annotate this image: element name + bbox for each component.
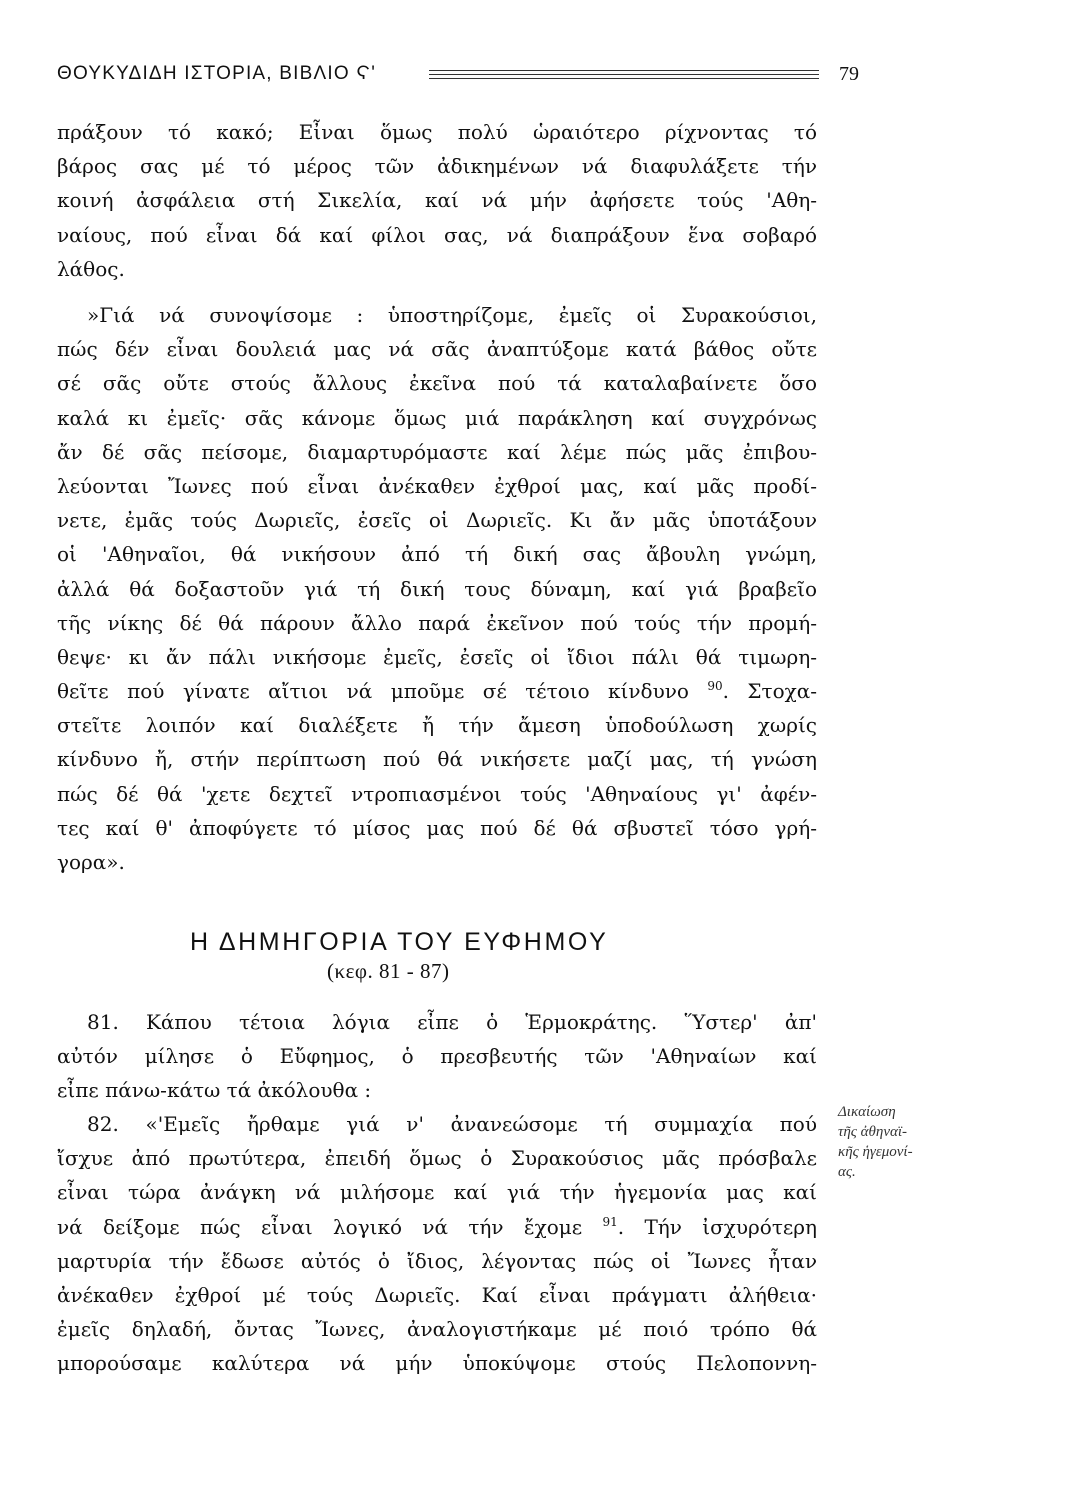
text-line: τες καί θ' ἀποφύγετε τό μίσος μας πού δέ θά σβυστεῖ τόσο γρή- <box>57 815 817 840</box>
text-line: ναίους, πού εἶναι δά καί φίλοι σας, νά διαπράξουν ἕνα σοβαρό <box>57 222 817 247</box>
text-line: νετε, ἐμᾶς τούς Δωριεῖς, ἐσεῖς οἱ Δωριεῖς. Κι ἄν μᾶς ὑποτάξουν <box>57 508 817 533</box>
text-line: εἶπε πάνω-κάτω τά ἀκόλουθα : <box>57 1078 372 1103</box>
text-line-with-footnote <box>57 674 817 708</box>
text-line: μαρτυρία τήν ἔδωσε αὐτός ὁ ἴδιος, λέγοντας πώς οἱ Ἴωνες ἦταν <box>57 1248 817 1273</box>
text-line: ἐμεῖς δηλαδή, ὄντας Ἴωνες, ἀναλογιστήκαμε μέ ποιό τρόπο θά <box>57 1317 817 1342</box>
text-line: ἀλλά θά δοξαστοῦν γιά τή δική τους δύναμη, καί γιά βραβεῖο <box>57 576 817 601</box>
text-line: »Γιά νά συνοψίσομε : ὑποστηρίζομε, ἐμεῖς οἱ Συρακούσιοι, <box>87 303 817 327</box>
text-segment: . Στοχα- <box>722 679 817 704</box>
text-line: πώς δέ θά 'χετε δεχτεῖ ντροπιασμένοι τούς 'Αθηναίους γι' ἀφέν- <box>57 781 817 806</box>
text-line: σέ σᾶς οὔτε στούς ἄλλους ἐκεῖνα πού τά καταλαβαίνετε ὅσο <box>57 371 817 396</box>
text-line: πώς δέν εἶναι δουλειά μας νά σᾶς ἀναπτύξομε κατά βάθος οὔτε <box>57 337 817 362</box>
text-segment: νά δείξομε πώς εἶναι λογικό νά τήν ἔχομε <box>57 1214 583 1239</box>
text-line: τῆς νίκης δέ θά πάρουν ἄλλο παρά ἐκεῖνον πού τούς τήν προμή- <box>57 610 817 635</box>
text-line: κίνδυνο ἤ, στήν περίπτωση πού θά νικήσετε μαζί μας, τή γνώση <box>57 747 817 772</box>
text-line: πράξουν τό κακό; Εἶναι ὅμως πολύ ὡραιότερο ρίχνοντας τό <box>57 120 817 144</box>
text-line: λεύονται Ἴωνες πού εἶναι ἀνέκαθεν ἐχθροί μας, καί μᾶς προδί- <box>57 473 817 498</box>
paragraph-summary <box>57 298 817 879</box>
text-line: κοινή ἀσφάλεια στή Σικελία, καί νά μήν ἀφήσετε τούς 'Αθη- <box>57 188 817 213</box>
text-line: 82. «'Εμεῖς ἤρθαμε γιά ν' ἀνανεώσομε τή συμμαχία πού <box>87 1112 817 1136</box>
text-segment: θεῖτε πού γίνατε αἴτιοι νά μποῦμε σέ τέτοιο κίνδυνο <box>57 679 689 704</box>
text-line: γορα». <box>57 850 125 874</box>
text-line: λάθος. <box>57 256 125 281</box>
text-line: ἀνέκαθεν ἐχθροί μέ τούς Δωριεῖς. Καί εἶναι πράγματι ἀλήθεια· <box>57 1282 817 1307</box>
text-segment: . Τήν ἰσχυρότερη <box>617 1214 817 1239</box>
running-header <box>57 58 859 90</box>
text-line: 81. Κάπου τέτοια λόγια εἶπε ὁ Ἑρμοκράτης. Ὕστερ' ἀπ' <box>87 1010 817 1034</box>
text-line: μπορούσαμε καλύτερα νά μήν ὑποκύψομε στούς Πελοποννη- <box>57 1351 817 1376</box>
text-line: οἱ 'Αθηναῖοι, θά νικήσουν ἀπό τή δική σας ἄβουλη γνώμη, <box>57 542 817 567</box>
header-title: ΘΟΥΚΥΔΙΔΗ ΙΣΤΟΡΙΑ, ΒΙΒΛΙΟ Ϛ' <box>57 63 377 84</box>
text-line: καλά κι ἐμεῖς· σᾶς κάνομε ὅμως μιά παράκληση καί συγχρόνως <box>57 405 817 430</box>
footnote-marker: 90 <box>707 679 723 694</box>
text-line-with-footnote <box>57 1210 817 1244</box>
margin-note-line: ας. <box>838 1164 856 1180</box>
margin-note-line: κῆς ἡγεμονί- <box>838 1144 913 1160</box>
text-line: ἴσχυε ἀπό πρωτύτερα, ἐπειδή ὅμως ὁ Συρακούσιος μᾶς πρόσβαλε <box>57 1146 817 1171</box>
header-rule <box>429 78 819 79</box>
margin-note <box>838 1102 978 1182</box>
text-line: εἶναι τώρα ἀνάγκη νά μιλήσομε καί γιά τήν ἡγεμονία μας καί <box>57 1180 817 1205</box>
header-rule <box>429 74 819 75</box>
text-line: στεῖτε λοιπόν καί διαλέξετε ἤ τήν ἄμεση ὑποδούλωση χωρίς <box>57 713 817 738</box>
page-number: 79 <box>839 63 859 85</box>
text-line: αὐτόν μίλησε ὁ Εὔφημος, ὁ πρεσβευτής τῶν 'Αθηναίων καί <box>57 1044 817 1069</box>
header-rule <box>429 70 819 71</box>
margin-note-line: τῆς ἀθηναϊ- <box>838 1124 908 1140</box>
margin-note-line: Δικαίωση <box>838 1104 896 1120</box>
paragraph-81 <box>57 1005 817 1108</box>
footnote-marker: 91 <box>602 1214 618 1229</box>
paragraph-82 <box>57 1107 817 1381</box>
text-line: βάρος σας μέ τό μέρος τῶν ἀδικημένων νά διαφυλάξετε τήν <box>57 154 817 179</box>
section-heading: Η ΔΗΜΗΓΟΡΙΑ ΤΟΥ ΕΥΦΗΜΟΥ <box>190 928 609 956</box>
section-subheading: (κεφ. 81 - 87) <box>327 959 450 983</box>
text-line: ἄν δέ σᾶς πείσομε, διαμαρτυρόμαστε καί λέμε πώς μᾶς ἐπιβου- <box>57 439 817 464</box>
paragraph-continuation <box>57 115 817 286</box>
text-line: θεψε· κι ἄν πάλι νικήσομε ἐμεῖς, ἐσεῖς οἱ ἴδιοι πάλι θά τιμωρη- <box>57 644 817 669</box>
